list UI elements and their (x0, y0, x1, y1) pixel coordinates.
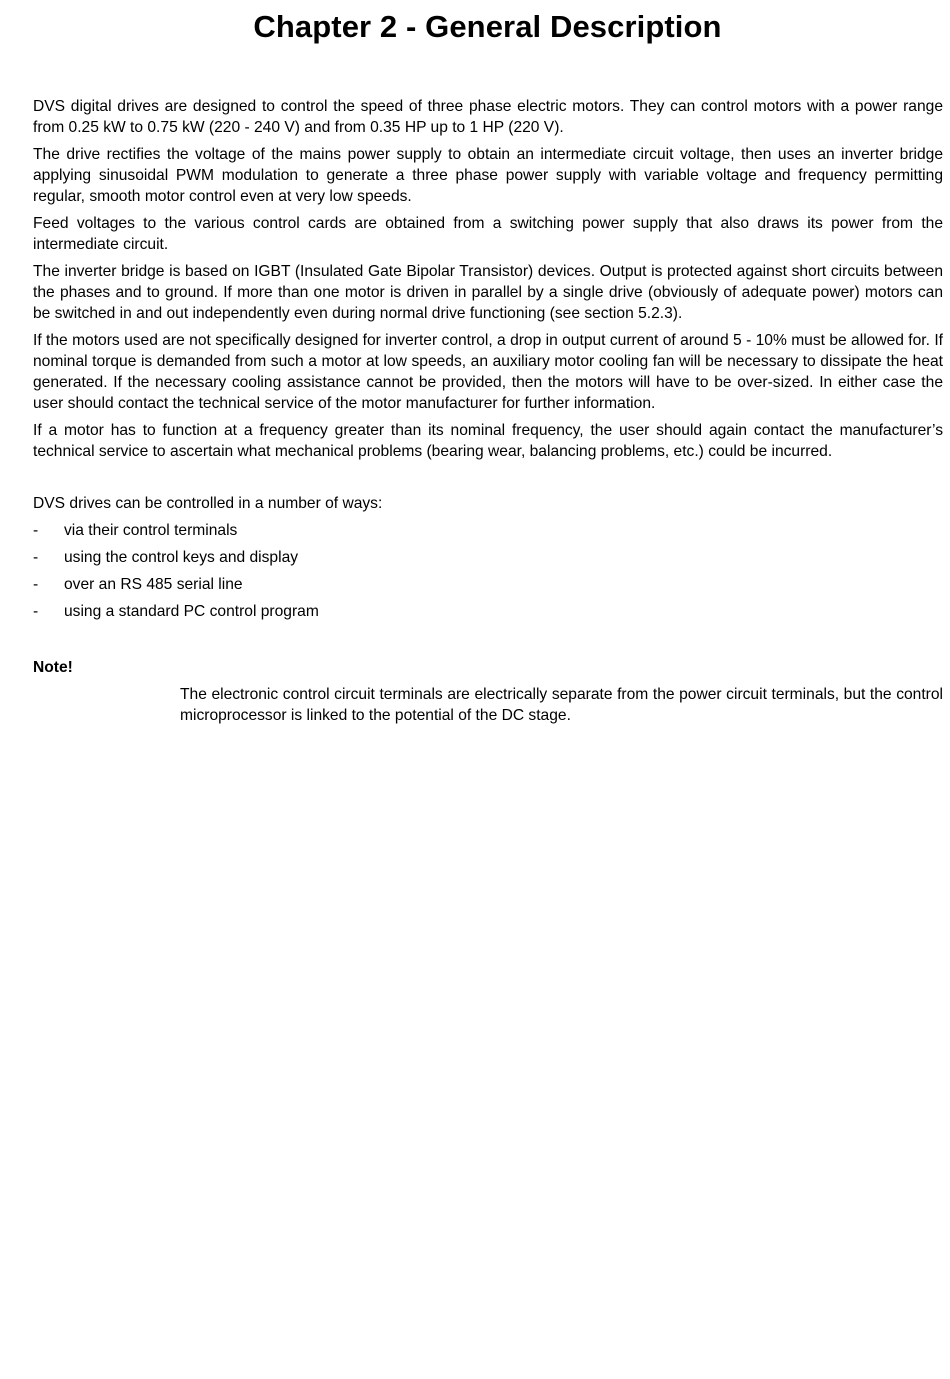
paragraph-pwm-modulation: The drive rectifies the voltage of the mains power supply to obtain an intermediate circuit voltage, then uses an inverter bridge applying sinusoidal PWM modulation to generate a three phase power supply with variable voltage and frequency permitting regular, smooth motor control even at very low speeds. (33, 146, 943, 205)
note-text: The electronic control circuit terminals are electrically separate from the power circuit terminals, but the control microprocessor is linked to the potential of the DC stage. (180, 686, 943, 724)
list-item (33, 547, 913, 568)
list-bullet: - (33, 603, 39, 620)
list-item-text: using the control keys and display (64, 549, 299, 566)
list-item (33, 574, 913, 595)
list-item (33, 601, 913, 622)
paragraph-overspeed: If a motor has to function at a frequency greater than its nominal frequency, the user should again contact the manufacturer’s technical service to ascertain what mechanical problems (bearing wear, balancing problems, etc.) could be incurred. (33, 422, 943, 460)
list-bullet: - (33, 522, 39, 539)
list-bullet: - (33, 549, 39, 566)
paragraph-feed-voltages: Feed voltages to the various control cards are obtained from a switching power supply that also draws its power from the intermediate circuit. (33, 215, 943, 253)
paragraph-power-range: DVS digital drives are designed to control the speed of three phase electric motors. They can control motors with a power range from 0.25 kW to 0.75 kW (220 - 240 V) and from 0.35 HP up to 1 HP (220 V). (33, 98, 943, 136)
paragraph-igbt-bridge: The inverter bridge is based on IGBT (Insulated Gate Bipolar Transistor) devices. Output is protected against short circuits between the phases and to ground. If more than one motor is driven in parallel by a single drive (obviously of adequate power) motors can be switched in and out independently even during normal drive functioning (see section 5.2.3). (33, 263, 943, 322)
list-item-text: via their control terminals (64, 522, 238, 539)
list-item-text: using a standard PC control program (64, 603, 319, 620)
list-item-text: over an RS 485 serial line (64, 576, 243, 593)
list-item (33, 520, 913, 541)
paragraph-motor-cooling: If the motors used are not specifically designed for inverter control, a drop in output current of around 5 - 10% must be allowed for. If nominal torque is demanded from such a motor at low speeds, an auxiliary motor cooling fan will be necessary to dissipate the heat generated. If the necessary cooling assistance cannot be provided, then the motors will have to be over-sized. In either case the user should contact the technical service of the motor manufacturer for further information. (33, 332, 943, 412)
control-methods-list (33, 520, 913, 628)
list-bullet: - (33, 576, 39, 593)
intro-section (33, 96, 943, 462)
control-methods-intro: DVS drives can be controlled in a number of ways: (33, 495, 383, 512)
note-heading: Note! (33, 659, 73, 676)
chapter-title: Chapter 2 - General Description (253, 9, 722, 44)
